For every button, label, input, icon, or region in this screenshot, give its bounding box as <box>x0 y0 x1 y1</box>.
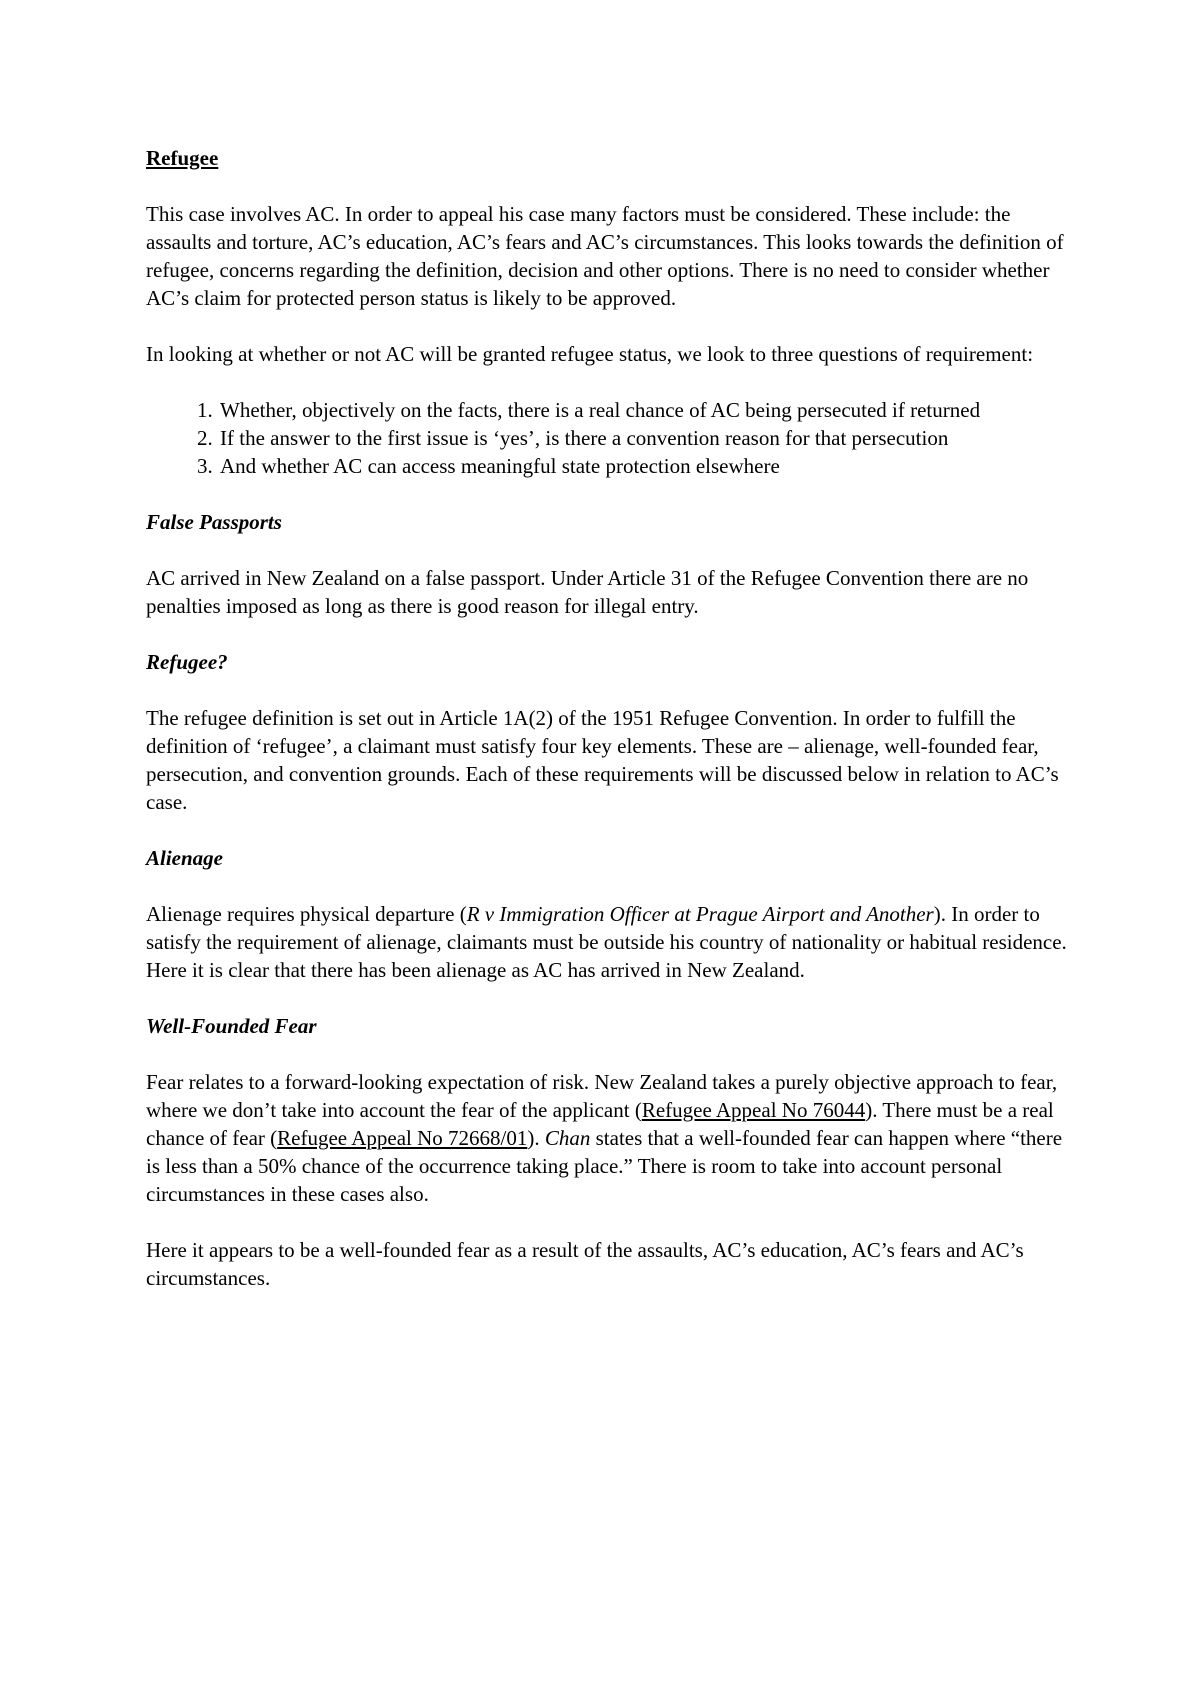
section-heading-false-passports: False Passports <box>146 510 282 534</box>
requirements-list <box>146 396 1071 480</box>
alienage-paragraph <box>146 900 1071 984</box>
list-item: 1. Whether, objectively on the facts, there is a real chance of AC being persecuted if returned <box>218 396 1071 424</box>
case-citation: Refugee Appeal No 76044 <box>641 1098 866 1122</box>
case-citation: R v Immigration Officer at Prague Airport and Another <box>466 902 934 926</box>
list-item: 2. If the answer to the first issue is ‘yes’, is there a convention reason for that persecution <box>218 424 1071 452</box>
text-run: ). There must be a real chance of fear ( <box>146 1098 1054 1150</box>
text-run: Fear relates to a forward-looking expectation of risk. New Zealand takes a purely objective approach to fear, where we don’t take into account the fear of the applicant ( <box>146 1070 1058 1122</box>
intro-paragraph: This case involves AC. In order to appeal his case many factors must be considered. These include: the assaults and torture, AC’s education, AC’s fears and AC’s circumstances. This looks towards the definition of refugee, concerns regarding the definition, decision and other options. There is no need to consider whether AC’s claim for protected person status is likely to be approved. <box>146 202 1064 310</box>
text-run: Alienage requires physical departure ( <box>146 902 467 926</box>
refugee-definition-paragraph: The refugee definition is set out in Article 1A(2) of the 1951 Refugee Convention. In order to fulfill the definition of ‘refugee’, a claimant must satisfy four key elements. These are – alienage, well-founded fear, persecution, and convention grounds. Each of these requirements will be discussed below in relation to AC’s case. <box>146 706 1059 814</box>
case-citation: Refugee Appeal No 72668/01 <box>277 1126 528 1150</box>
section-heading-refugee: Refugee? <box>146 650 228 674</box>
section-heading-well-founded-fear: Well-Founded Fear <box>146 1014 317 1038</box>
document-body <box>146 144 1071 1320</box>
requirements-paragraph: In looking at whether or not AC will be granted refugee status, we look to three questions of requirement: <box>146 342 1034 366</box>
list-item: 3. And whether AC can access meaningful state protection elsewhere <box>218 452 1071 480</box>
case-citation: Chan <box>544 1126 591 1150</box>
text-run: states that a well-founded fear can happen where “there is less than a 50% chance of the occurrence taking place.” There is room to take into account personal circumstances in these cases also. <box>146 1126 1063 1206</box>
fear-conclusion-paragraph: Here it appears to be a well-founded fear as a result of the assaults, AC’s education, AC’s fears and AC’s circumstances. <box>146 1238 1024 1290</box>
fear-paragraph <box>146 1068 1071 1208</box>
false-passports-paragraph: AC arrived in New Zealand on a false passport. Under Article 31 of the Refugee Convention there are no penalties imposed as long as there is good reason for illegal entry. <box>146 566 1029 618</box>
text-run: ). In order to satisfy the requirement of alienage, claimants must be outside his country of nationality or habitual residence. Here it is clear that there has been alienage as AC has arrived in New Zealand. <box>146 902 1067 982</box>
section-heading-alienage: Alienage <box>146 846 223 870</box>
text-run: ). <box>527 1126 545 1150</box>
document-title: Refugee <box>146 146 219 170</box>
